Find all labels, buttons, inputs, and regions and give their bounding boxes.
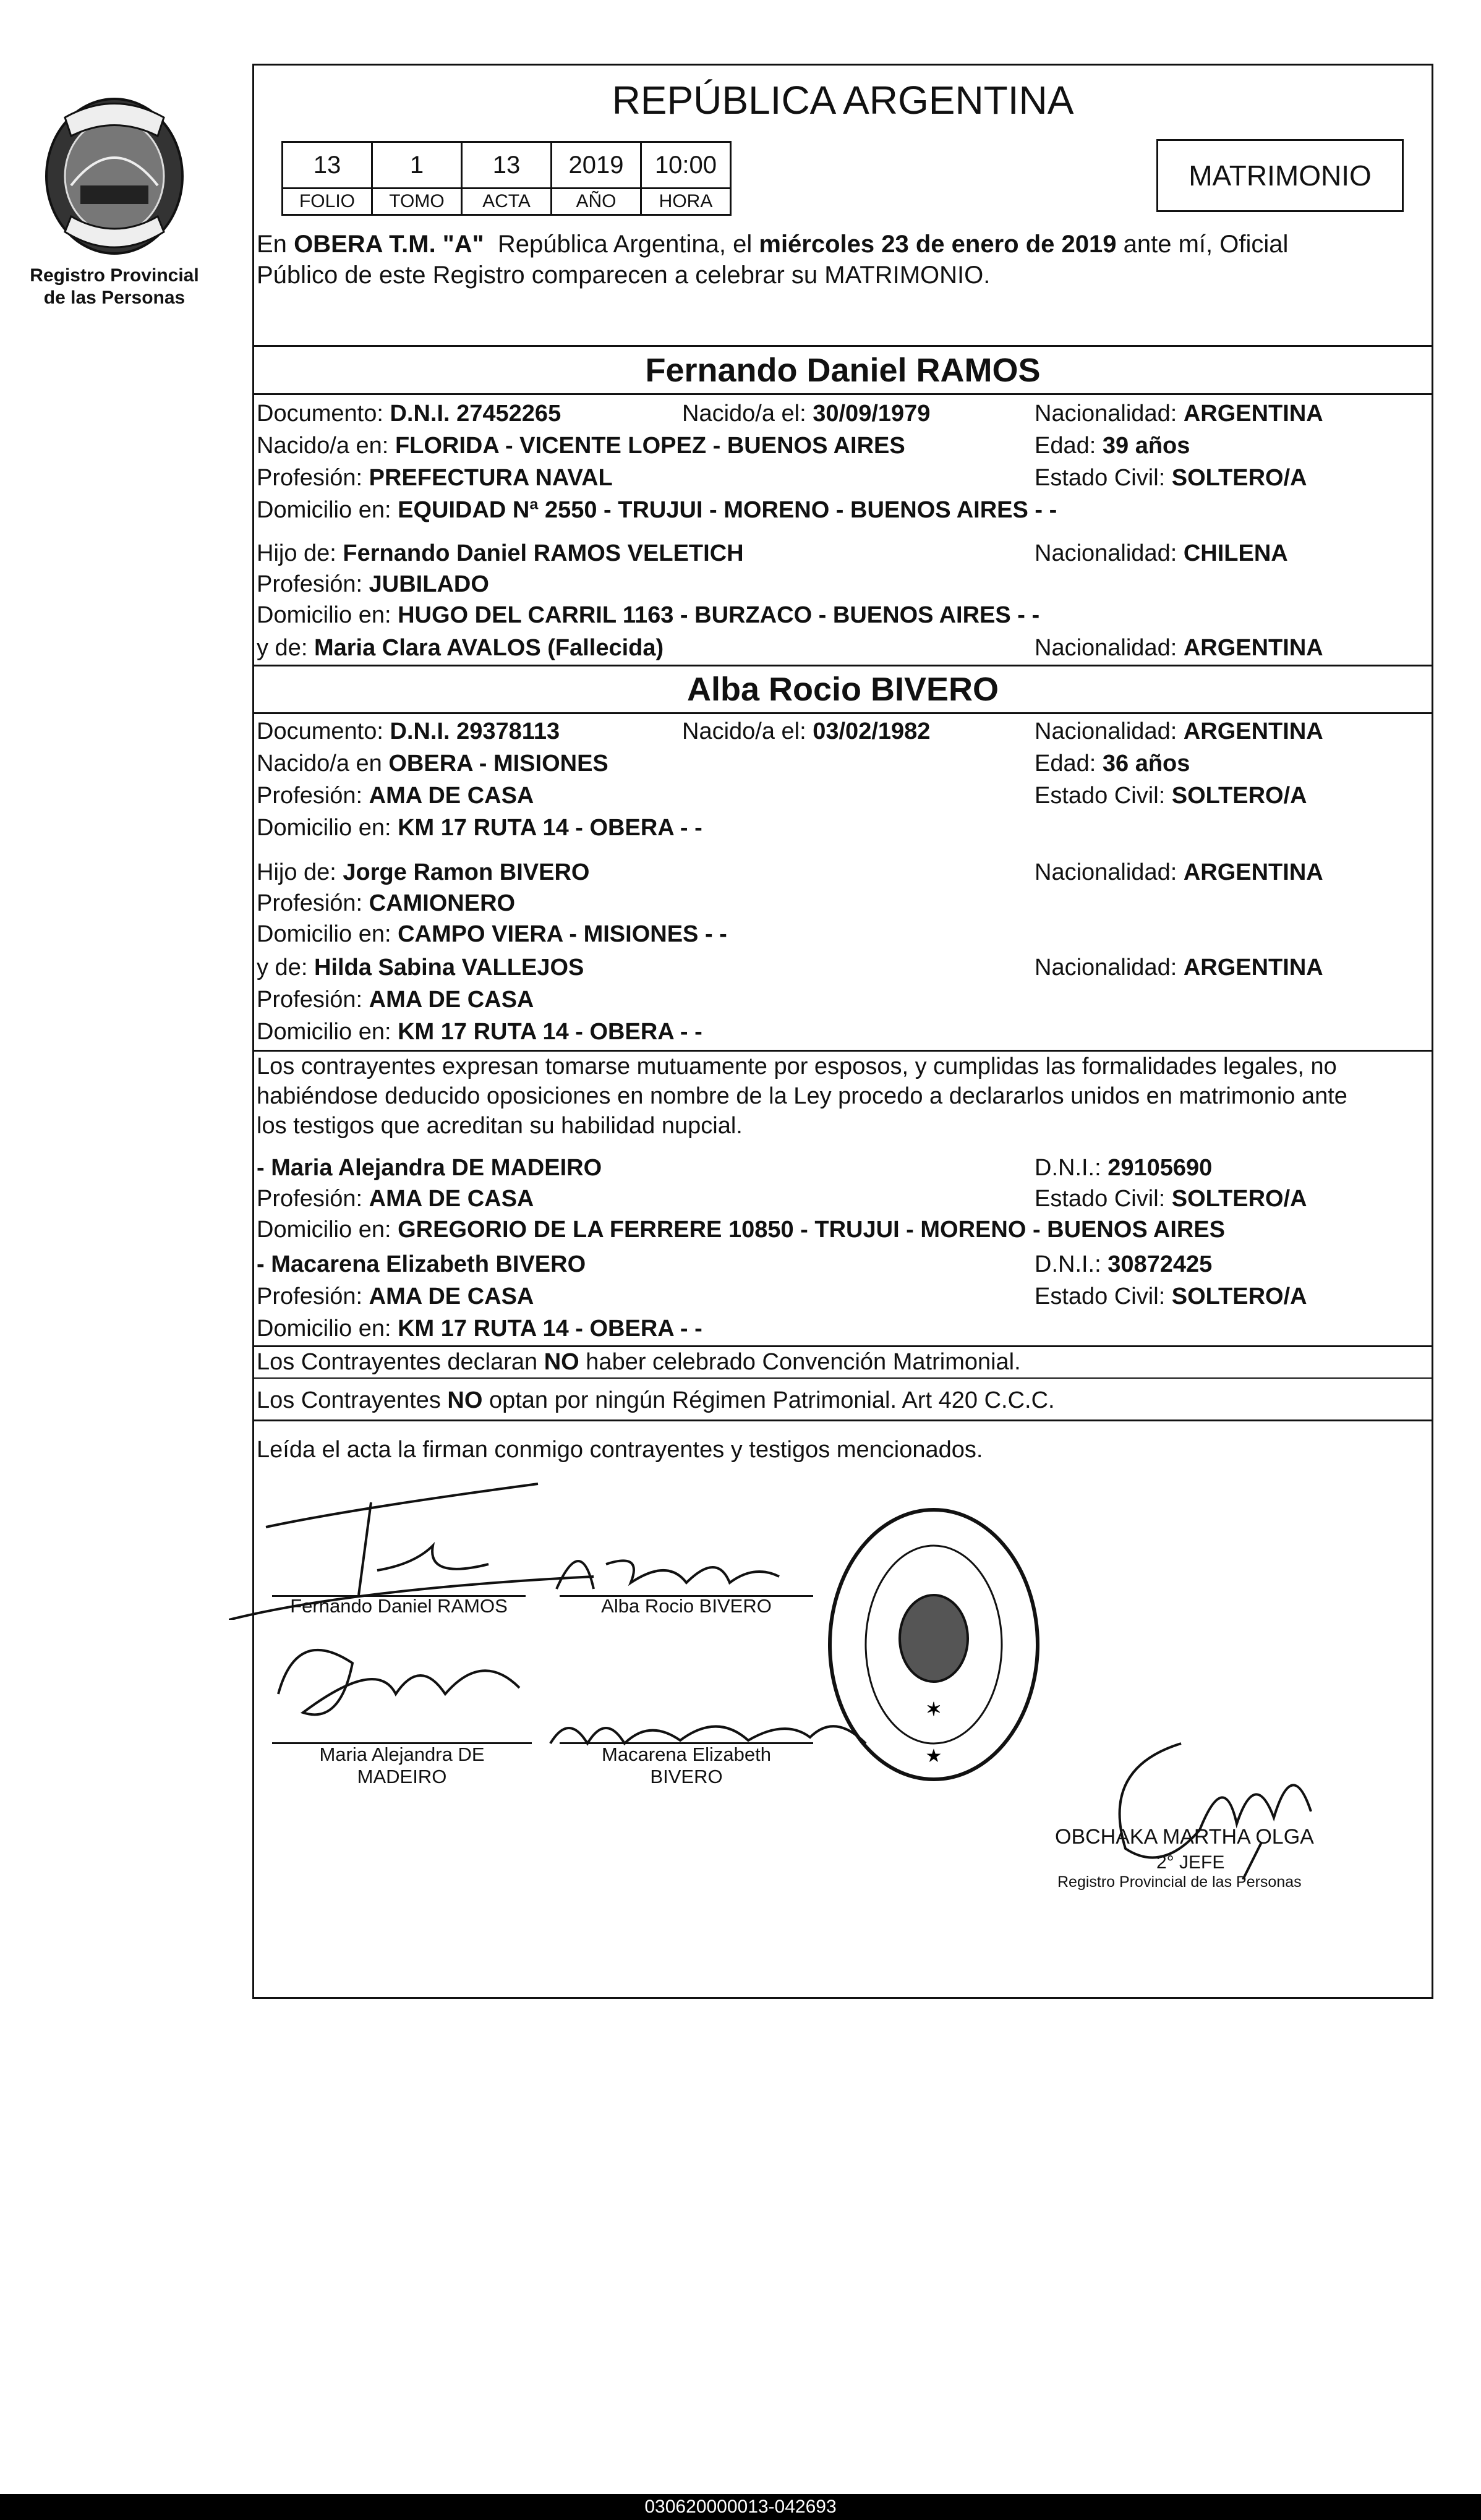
witness-2-name: - Macarena Elizabeth BIVERO: [257, 1251, 586, 1277]
intro-line-1: En OBERA T.M. "A" República Argentina, el miércoles 23 de enero de 2019 ante mí, Oficial: [257, 231, 1289, 258]
p2-nationality: Nacionalidad: ARGENTINA: [1035, 718, 1323, 744]
folio-value: 13: [283, 142, 372, 189]
p1-address: Domicilio en: EQUIDAD Nª 2550 - TRUJUI - MORENO - BUENOS AIRES - -: [257, 497, 1057, 523]
divider: [252, 393, 1433, 395]
p1-mother-nationality: Nacionalidad: ARGENTINA: [1035, 635, 1323, 661]
witness-1-address: Domicilio en: GREGORIO DE LA FERRERE 10850 - TRUJUI - MORENO - BUENOS AIRES: [257, 1217, 1226, 1243]
witness-2-address: Domicilio en: KM 17 RUTA 14 - OBERA - -: [257, 1316, 702, 1342]
p1-birth-date: Nacido/a el: 30/09/1979: [682, 401, 931, 427]
official-role: 2° JEFE: [1156, 1852, 1225, 1873]
spouse-1-name: Fernando Daniel RAMOS: [645, 352, 1041, 389]
svg-text:★: ★: [925, 1746, 942, 1766]
read-line: Leída el acta la firman conmigo contrayentes y testigos mencionados.: [257, 1437, 983, 1463]
tomo-value: 1: [372, 142, 462, 189]
regime-line: Los Contrayentes NO optan por ningún Régimen Patrimonial. Art 420 C.C.C.: [257, 1387, 1055, 1413]
p2-mother-nationality: Nacionalidad: ARGENTINA: [1035, 955, 1323, 981]
hora-value: 10:00: [641, 142, 731, 189]
registry-table: [281, 141, 732, 216]
p2-document: Documento: D.N.I. 29378113: [257, 718, 560, 744]
spouse-2-name: Alba Rocio BIVERO: [686, 671, 999, 708]
divider: [252, 665, 1433, 666]
tomo-label: TOMO: [372, 189, 462, 215]
p2-mother-profession: Profesión: AMA DE CASA: [257, 987, 534, 1013]
p1-father-nationality: Nacionalidad: CHILENA: [1035, 540, 1288, 566]
p2-father-address: Domicilio en: CAMPO VIERA - MISIONES - -: [257, 921, 727, 947]
intro-line-2: Público de este Registro comparecen a celebrar su MATRIMONIO.: [257, 262, 991, 289]
document-title: REPÚBLICA ARGENTINA: [612, 78, 1074, 122]
declaration-line-1: Los contrayentes expresan tomarse mutuamente por esposos, y cumplidas las formalidades legales, no: [257, 1054, 1337, 1079]
folio-label: FOLIO: [283, 189, 372, 215]
p2-profession: Profesión: AMA DE CASA: [257, 783, 534, 809]
p2-age: Edad: 36 años: [1035, 751, 1190, 777]
acta-value: 13: [462, 142, 552, 189]
p2-mother: y de: Hilda Sabina VALLEJOS: [257, 955, 584, 981]
official-organization: Registro Provincial de las Personas: [1057, 1873, 1302, 1891]
p1-nationality: Nacionalidad: ARGENTINA: [1035, 401, 1323, 427]
signature-2-name: Alba Rocio BIVERO: [601, 1595, 772, 1617]
p2-father: Hijo de: Jorge Ramon BIVERO: [257, 859, 590, 885]
svg-text:✶: ✶: [926, 1700, 942, 1720]
signature-3-name: Maria Alejandra DE MADEIRO: [319, 1743, 485, 1787]
p2-father-nationality: Nacionalidad: ARGENTINA: [1035, 859, 1323, 885]
declaration-line-3: los testigos que acreditan su habilidad nupcial.: [257, 1113, 743, 1139]
witness-1-dni: D.N.I.: 29105690: [1035, 1155, 1213, 1181]
p1-document: Documento: D.N.I. 27452265: [257, 401, 561, 427]
p1-civil-status: Estado Civil: SOLTERO/A: [1035, 465, 1307, 491]
witness-1-civil-status: Estado Civil: SOLTERO/A: [1035, 1186, 1307, 1212]
declaration-line-2: habiéndose deducido oposiciones en nombre de la Ley procedo a declararlos unidos en matrimonio ante: [257, 1083, 1347, 1109]
divider: [252, 1420, 1433, 1421]
convention-line: Los Contrayentes declaran NO haber celebrado Convención Matrimonial.: [257, 1349, 1021, 1375]
province-seal-logo: [37, 93, 192, 260]
logo-caption-line1: Registro Provincial: [30, 265, 199, 286]
p1-birth-place: Nacido/a en: FLORIDA - VICENTE LOPEZ - BUENOS AIRES: [257, 433, 905, 459]
divider: [252, 345, 1433, 347]
p2-civil-status: Estado Civil: SOLTERO/A: [1035, 783, 1307, 809]
p1-father: Hijo de: Fernando Daniel RAMOS VELETICH: [257, 540, 744, 566]
witness-2-dni: D.N.I.: 30872425: [1035, 1251, 1213, 1277]
ano-label: AÑO: [552, 189, 641, 215]
divider: [252, 1377, 1433, 1379]
logo-caption-line2: de las Personas: [43, 287, 186, 308]
divider: [252, 712, 1433, 714]
signature-1-name: Fernando Daniel RAMOS: [290, 1595, 508, 1617]
witness-1-name: - Maria Alejandra DE MADEIRO: [257, 1155, 602, 1181]
hora-label: HORA: [641, 189, 731, 215]
official-name: OBCHAKA MARTHA OLGA: [1055, 1825, 1314, 1849]
p1-profession: Profesión: PREFECTURA NAVAL: [257, 465, 613, 491]
act-type-box: MATRIMONIO: [1156, 139, 1404, 212]
signature-2-handwriting: [544, 1527, 804, 1601]
p1-mother: y de: Maria Clara AVALOS (Fallecida): [257, 635, 664, 661]
divider: [252, 1050, 1433, 1052]
ano-value: 2019: [552, 142, 641, 189]
divider: [252, 1345, 1433, 1347]
acta-label: ACTA: [462, 189, 552, 215]
signature-3-handwriting: [260, 1620, 544, 1743]
p1-father-profession: Profesión: JUBILADO: [257, 571, 489, 597]
logo-caption: [19, 265, 210, 309]
p2-birth-place: Nacido/a en OBERA - MISIONES: [257, 751, 608, 777]
witness-2-profession: Profesión: AMA DE CASA: [257, 1283, 534, 1309]
p1-age: Edad: 39 años: [1035, 433, 1190, 459]
p1-father-address: Domicilio en: HUGO DEL CARRIL 1163 - BURZACO - BUENOS AIRES - -: [257, 602, 1040, 628]
signature-4-name: Macarena Elizabeth BIVERO: [602, 1743, 771, 1787]
p2-mother-address: Domicilio en: KM 17 RUTA 14 - OBERA - -: [257, 1019, 702, 1045]
witness-2-civil-status: Estado Civil: SOLTERO/A: [1035, 1283, 1307, 1309]
registry-stamp: [822, 1502, 1045, 1787]
p2-birth-date: Nacido/a el: 03/02/1982: [682, 718, 931, 744]
p2-address: Domicilio en: KM 17 RUTA 14 - OBERA - -: [257, 815, 702, 841]
witness-1-profession: Profesión: AMA DE CASA: [257, 1186, 534, 1212]
footer-code: 030620000013-042693: [0, 2494, 1481, 2520]
p2-father-profession: Profesión: CAMIONERO: [257, 890, 516, 916]
